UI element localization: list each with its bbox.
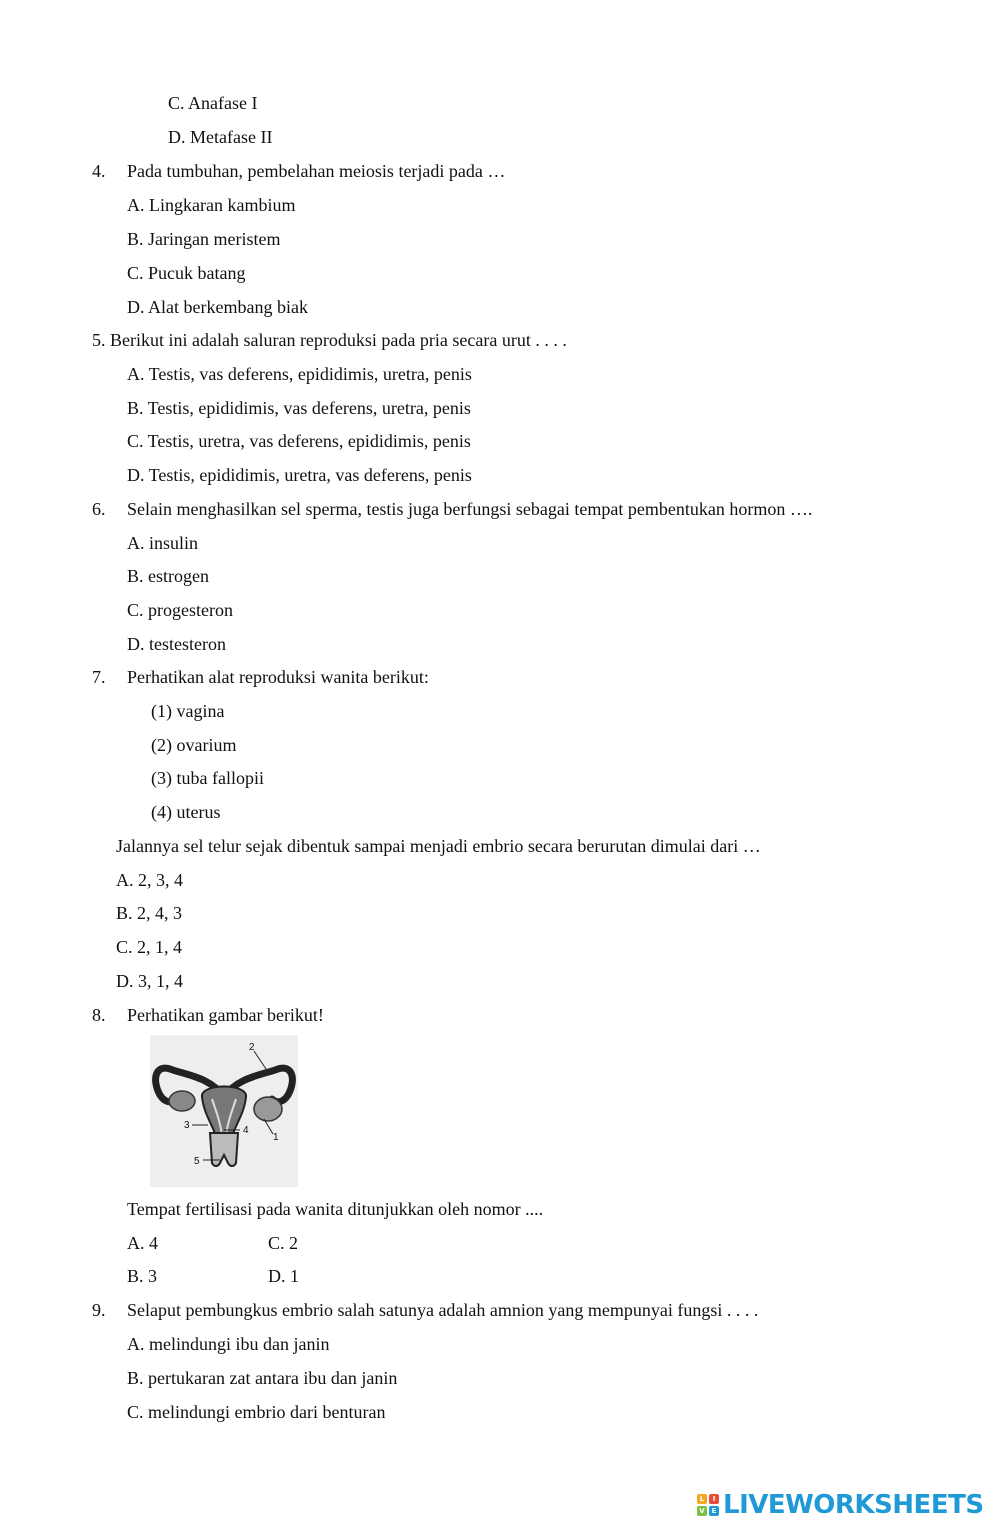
option-text: A. Testis, vas deferens, epididimis, uretra, penis xyxy=(127,364,472,384)
logo-mark-cell: E xyxy=(709,1506,719,1516)
pointer-line xyxy=(254,1051,266,1069)
question-text: Selaput pembungkus embrio salah satunya adalah amnion yang mempunyai fungsi . . . . xyxy=(127,1300,759,1320)
figure-label-4: 4 xyxy=(243,1125,249,1136)
vagina-shape xyxy=(210,1133,238,1166)
option-text: C. Anafase I xyxy=(168,93,258,113)
left-ovary-shape xyxy=(169,1091,195,1111)
option-text: A. Lingkaran kambium xyxy=(127,195,296,215)
option-text: B. pertukaran zat antara ibu dan janin xyxy=(127,1368,398,1388)
logo-mark-cell: V xyxy=(697,1506,707,1516)
option-text: B. estrogen xyxy=(127,566,209,586)
uterus-diagram xyxy=(150,1035,298,1187)
option-text: C. melindungi embrio dari benturan xyxy=(127,1402,386,1422)
option-text: B. Jaringan meristem xyxy=(127,229,281,249)
question-text: Perhatikan gambar berikut! xyxy=(127,1005,324,1025)
question-text: Perhatikan alat reproduksi wanita berikut: xyxy=(127,667,429,687)
option-text: B. 3 xyxy=(127,1266,158,1286)
option-text: C. 2 xyxy=(268,1233,299,1253)
option-text: D. Testis, epididimis, uretra, vas deferens, penis xyxy=(127,465,472,485)
question-number: 7. xyxy=(92,667,106,687)
list-item: (3) tuba fallopii xyxy=(151,768,264,788)
option-text: C. Testis, uretra, vas deferens, epididimis, penis xyxy=(127,431,471,451)
question-prompt: Tempat fertilisasi pada wanita ditunjukkan oleh nomor .... xyxy=(127,1199,544,1219)
figure-label-2: 2 xyxy=(249,1042,255,1053)
question-text: Pada tumbuhan, pembelahan meiosis terjadi pada … xyxy=(127,161,506,181)
list-item: (1) vagina xyxy=(151,701,225,721)
question-prompt: Jalannya sel telur sejak dibentuk sampai menjadi embrio secara berurutan dimulai dari … xyxy=(116,836,761,856)
option-text: A. melindungi ibu dan janin xyxy=(127,1334,330,1354)
logo-mark-cell: L xyxy=(697,1494,707,1504)
logo-mark-icon xyxy=(697,1494,719,1516)
option-text: B. 2, 4, 3 xyxy=(116,903,183,923)
figure-label-5: 5 xyxy=(194,1156,200,1167)
option-text: D. Alat berkembang biak xyxy=(127,297,308,317)
uterus-diagram-drawing xyxy=(150,1035,298,1187)
option-text: D. Metafase II xyxy=(168,127,273,147)
list-item: (4) uterus xyxy=(151,802,221,822)
right-ovary-shape xyxy=(254,1097,282,1121)
option-text: D. 1 xyxy=(268,1266,299,1286)
option-text: A. 2, 3, 4 xyxy=(116,870,183,890)
option-text: D. testesteron xyxy=(127,634,226,654)
option-text: A. insulin xyxy=(127,533,199,553)
question-number: 8. xyxy=(92,1005,106,1025)
option-text: A. 4 xyxy=(127,1233,158,1253)
list-item: (2) ovarium xyxy=(151,735,237,755)
uterus-shape xyxy=(202,1087,246,1138)
question-number: 9. xyxy=(92,1300,106,1320)
figure-label-1: 1 xyxy=(273,1132,279,1143)
figure-label-3: 3 xyxy=(184,1120,190,1131)
question-number: 6. xyxy=(92,499,106,519)
option-text: D. 3, 1, 4 xyxy=(116,971,183,991)
option-text: C. 2, 1, 4 xyxy=(116,937,183,957)
question-number: 4. xyxy=(92,161,106,181)
option-text: B. Testis, epididimis, vas deferens, uretra, penis xyxy=(127,398,471,418)
brand-name: LIVEWORKSHEETS xyxy=(723,1490,984,1520)
question-text: Selain menghasilkan sel sperma, testis juga berfungsi sebagai tempat pembentukan hormon …. xyxy=(127,499,813,519)
option-text: C. Pucuk batang xyxy=(127,263,246,283)
question-text: 5. Berikut ini adalah saluran reproduksi pada pria secara urut . . . . xyxy=(92,330,567,350)
logo-mark-cell: I xyxy=(709,1494,719,1504)
liveworksheets-logo xyxy=(697,1490,984,1520)
option-text: C. progesteron xyxy=(127,600,233,620)
